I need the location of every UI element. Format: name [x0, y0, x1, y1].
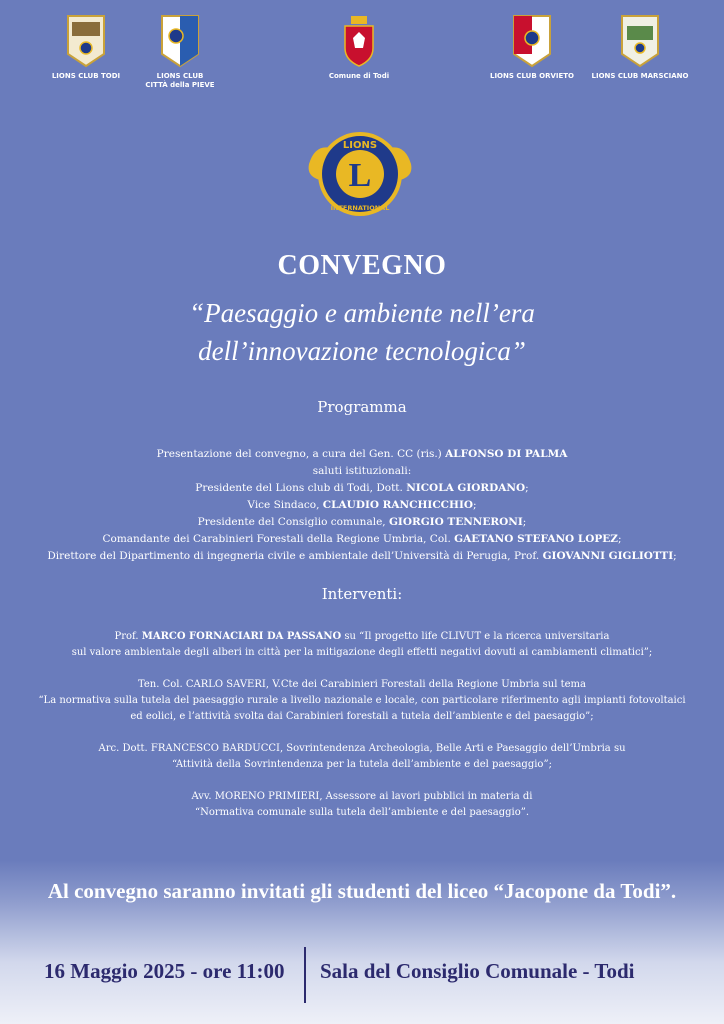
- talk-item: Arc. Dott. FRANCESCO BARDUCCI, Sovrintendenza Archeologia, Belle Arti e Paesaggio dell’Umbria su “Attività della Sovrintendenza per la tutela dell’ambiente e del paesaggio”;: [98, 743, 626, 770]
- pennant-icon: [510, 14, 554, 68]
- comune-di-todi-logo: [299, 14, 419, 81]
- interventi-list: [0, 629, 724, 837]
- emblem-bottom-text: INTERNATIONAL: [330, 204, 390, 212]
- lions-club-marsciano-logo: [580, 14, 700, 81]
- talk-item: Prof. MARCO FORNACIARI DA PASSANO su “Il progetto life CLIVUT e la ricerca universitaria sul valore ambientale degli alberi in città per la mitigazione degli effetti negativi dovuti ai cambiamenti climatici”;: [71, 631, 653, 658]
- student-invite-note: Al convegno saranno invitati gli studenti del liceo “Jacopone da Todi”.: [47, 879, 677, 903]
- page-title: CONVEGNO: [277, 250, 447, 281]
- interventi-heading: Interventi:: [321, 585, 403, 603]
- event-subtitle: [0, 294, 724, 370]
- logo-caption: CITTÀ della PIEVE: [145, 81, 215, 89]
- pennant-icon: [64, 14, 108, 68]
- lions-club-pieve-logo: [120, 14, 240, 90]
- logos-row: [0, 14, 724, 104]
- footer-event-info: [0, 955, 724, 995]
- emblem-top-text: LIONS: [342, 140, 378, 151]
- lions-club-orvieto-logo: [472, 14, 592, 81]
- programma-item: Presentazione del convegno, a cura del Gen. CC (ris.) ALFONSO DI PALMA: [156, 448, 568, 460]
- subtitle-line: dell’innovazione tecnologica”: [198, 336, 526, 366]
- event-venue: Sala del Consiglio Comunale - Todi: [320, 959, 635, 983]
- logo-caption: LIONS CLUB TODI: [51, 72, 121, 80]
- programma-item: Direttore del Dipartimento di ingegneria civile e ambientale dell’Università di Perugia, Prof. GIOVANNI GIGLIOTTI;: [47, 550, 677, 562]
- pennant-icon: [618, 14, 662, 68]
- pennant-icon: [158, 14, 202, 68]
- logo-caption: LIONS CLUB: [156, 72, 204, 80]
- emblem-letter: L: [348, 157, 372, 194]
- logo-caption: LIONS CLUB MARSCIANO: [591, 72, 689, 80]
- event-date: 16 Maggio 2025 - ore 11:00: [44, 959, 285, 983]
- programma-item: Comandante dei Carabinieri Forestali della Regione Umbria, Col. GAETANO STEFANO LOPEZ;: [102, 533, 622, 545]
- programma-item: Presidente del Consiglio comunale, GIORGIO TENNERONI;: [197, 516, 527, 528]
- talk-item: Ten. Col. CARLO SAVERI, V.Cte dei Carabinieri Forestali della Regione Umbria sul tema “La normativa sulla tutela del paesaggio rurale a livello nazionale e locale, con particolare riferimento agli impianti fotovoltaici ed eolici, e l’attività svolta dai Carabinieri forestali a tutela dell’ambiente e del paesaggio”;: [38, 679, 686, 722]
- programma-item: Presidente del Lions club di Todi, Dott. NICOLA GIORDANO;: [195, 482, 529, 494]
- coat-of-arms-icon: [337, 14, 381, 68]
- programma-item: Vice Sindaco, CLAUDIO RANCHICCHIO;: [247, 499, 477, 511]
- programma-heading: Programma: [317, 398, 407, 416]
- logo-caption: Comune di Todi: [328, 72, 390, 80]
- subtitle-line: “Paesaggio e ambiente nell’era: [189, 298, 535, 328]
- lions-international-emblem: [305, 124, 415, 224]
- logo-caption: LIONS CLUB ORVIETO: [489, 72, 575, 80]
- footer-divider: [304, 947, 306, 1003]
- talk-item: Avv. MORENO PRIMIERI, Assessore ai lavori pubblici in materia di “Normativa comunale sulla tutela dell’ambiente e del paesaggio”.: [191, 791, 533, 818]
- programma-item: saluti istituzionali:: [312, 465, 412, 477]
- programma-list: [0, 446, 724, 565]
